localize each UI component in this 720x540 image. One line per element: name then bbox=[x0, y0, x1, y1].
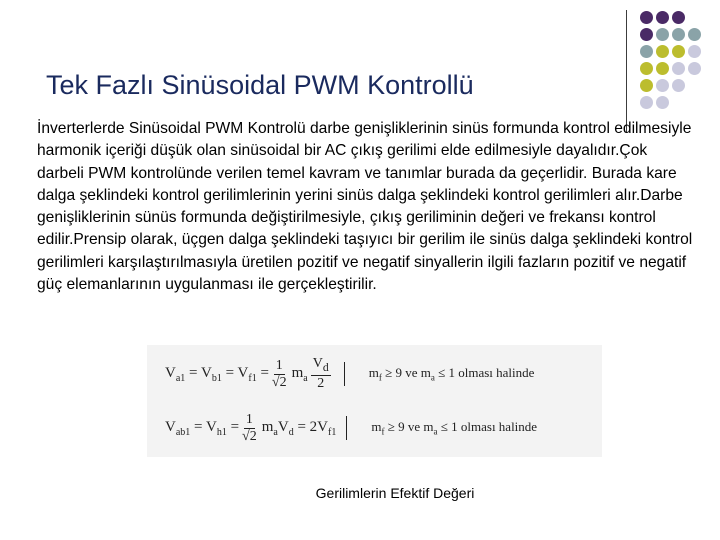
decorative-dot bbox=[640, 28, 653, 41]
decorative-dot bbox=[672, 28, 685, 41]
body-paragraph: İnverterlerde Sinüsoidal PWM Kontrolü darbe genişliklerinin sinüs formunda kontrol edilmesiyle harmonik içeriği düşük olan sinüsoidal bir AC çıkış gerilimi elde edilmesiyle dayalıdır.Çok darbeli PWM kontrolünde verilen temel kavram ve tanımlar burada da geçerlidir. Burada kare dalga şeklindeki kontrol gerilimlerinin yerini sinüs dalga şeklindeki kontrol gerilimleri alır.Darbe genişliklerinin sünüs formunda değiştirilmesiyle, çıkış geriliminin değeri ve frekansı kontrol edilir.Prensip olarak, üçgen dalga şeklindeki taşıyıcı bir gerilim ile sinüs dalga şeklindeki kontrol gerilimleri karşılaştırılmasıyla üretilen pozitif ve negatif sinyallerin ilgili fazların pozitif ve negatif güç elemanlarının uygulanması ile gerçekleştirilir. bbox=[37, 120, 693, 294]
formula-1-fraction-b: $\frac{V_d}{2}$ bbox=[312, 355, 329, 392]
decorative-dot bbox=[656, 96, 669, 109]
decorative-dot bbox=[688, 62, 701, 75]
decorative-dot bbox=[672, 45, 685, 58]
formula-1-condition: $m_f \ge 9$ ve $m_a \le 1$ olması halinde bbox=[368, 365, 535, 383]
formula-2-condition: $m_f \ge 9$ ve $m_a \le 1$ olması halinde bbox=[371, 419, 538, 437]
title-divider bbox=[626, 10, 627, 132]
page-title: Tek Fazlı Sinüsoidal PWM Kontrollü bbox=[46, 70, 474, 100]
decorative-dot bbox=[640, 45, 653, 58]
decorative-dot bbox=[640, 11, 653, 24]
formula-1-separator bbox=[344, 362, 345, 386]
decorative-dot bbox=[656, 28, 669, 41]
formula-row-2 bbox=[165, 405, 537, 451]
decorative-dot bbox=[672, 79, 685, 92]
decorative-dot-grid bbox=[640, 11, 720, 131]
decorative-dot bbox=[672, 62, 685, 75]
formula-1-lhs: $V_{a1} = V_{b1} = V_{f1}$ = bbox=[165, 364, 269, 384]
formula-2-separator bbox=[346, 416, 347, 440]
formula-2-lhs: $V_{ab1} = V_{h1}$ = bbox=[165, 418, 240, 438]
formula-2-rhs: $m_aV_d = 2V_{f1}$ bbox=[261, 418, 337, 438]
formula-caption: Gerilimlerin Efektif Değeri bbox=[315, 485, 475, 501]
formula-1-m: $m_a$ bbox=[291, 364, 308, 384]
formula-1-fraction-a: $\frac{1}{√2}$ bbox=[271, 357, 287, 390]
decorative-dot bbox=[640, 62, 653, 75]
decorative-dot bbox=[688, 28, 701, 41]
decorative-dot bbox=[672, 11, 685, 24]
decorative-dot bbox=[640, 79, 653, 92]
decorative-dot bbox=[656, 79, 669, 92]
formula-image bbox=[147, 345, 602, 457]
decorative-dot bbox=[656, 45, 669, 58]
decorative-dot bbox=[640, 96, 653, 109]
decorative-dot bbox=[656, 62, 669, 75]
formula-2-fraction: $\frac{1}{√2}$ bbox=[242, 411, 257, 444]
decorative-dot bbox=[688, 45, 701, 58]
decorative-dot bbox=[656, 11, 669, 24]
formula-row-1 bbox=[165, 351, 534, 397]
